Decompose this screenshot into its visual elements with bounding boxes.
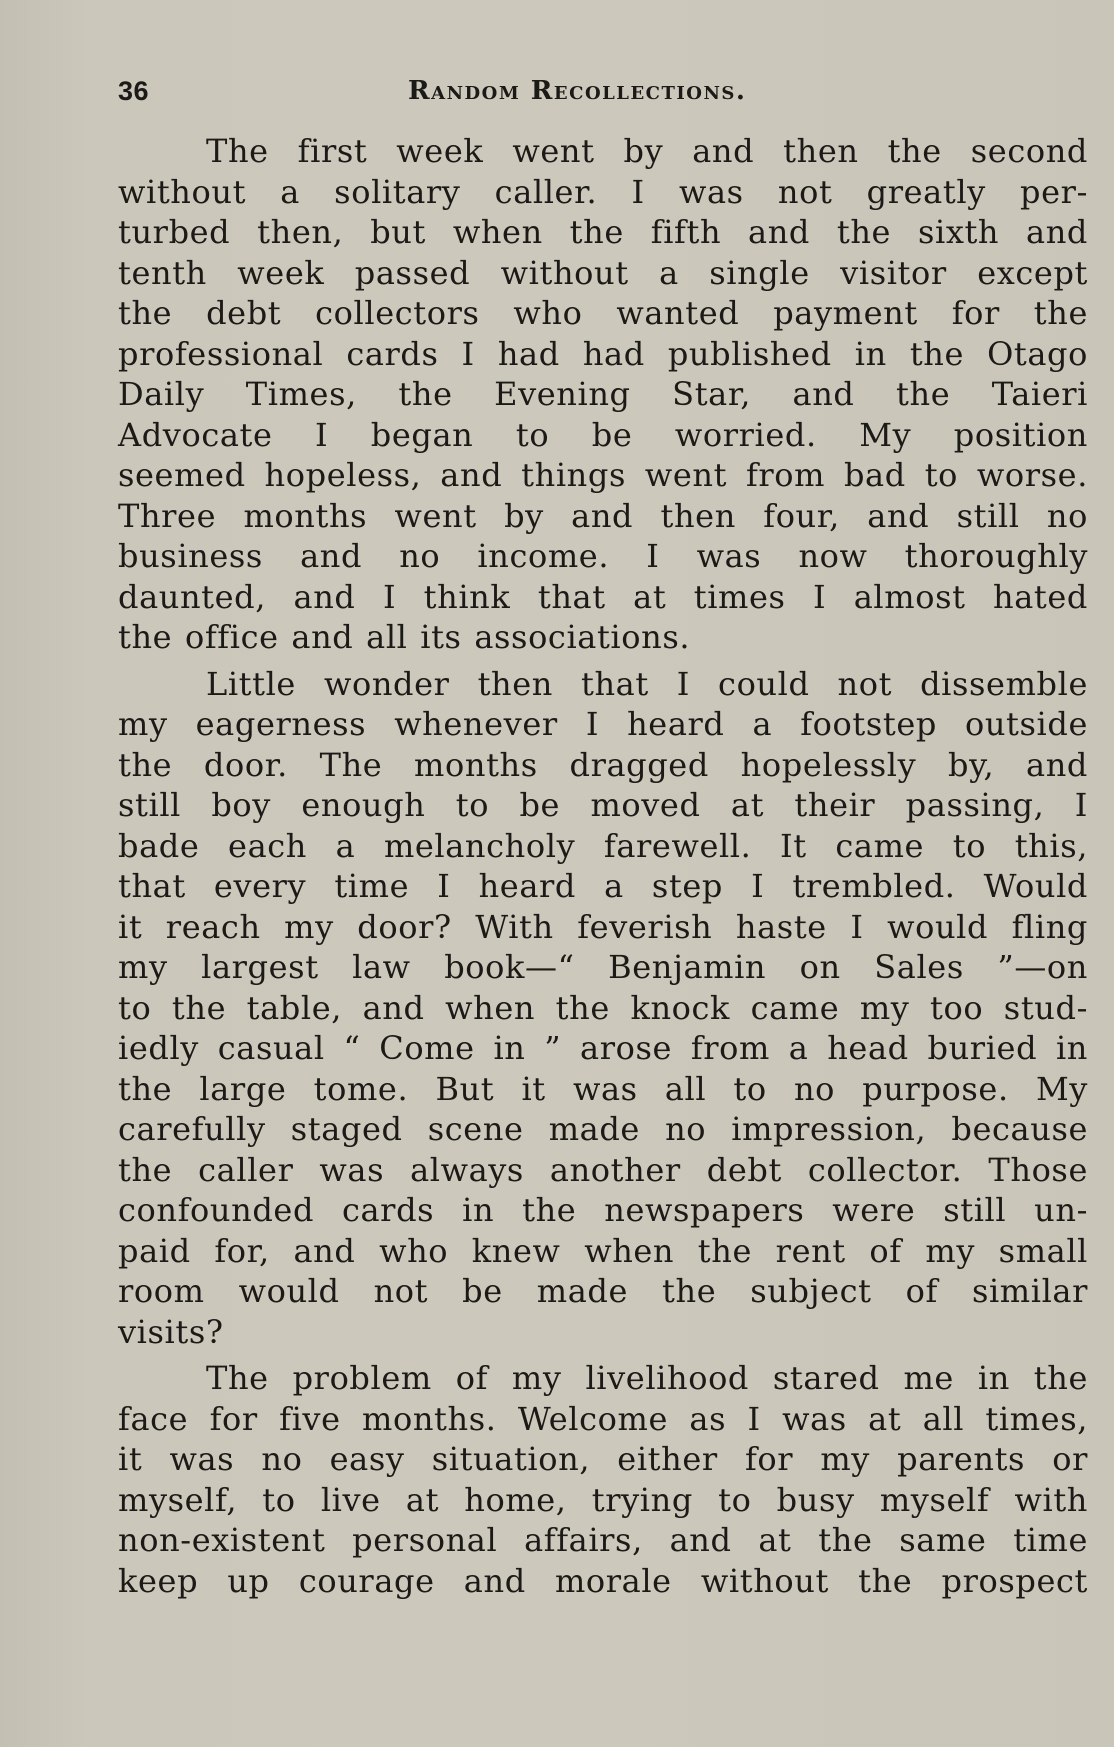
text-line: visits? bbox=[118, 1312, 224, 1351]
text-line: turbed then, but when the fifth and the sixth and bbox=[118, 213, 1088, 251]
text-line: the large tome. But it was all to no purpose. My bbox=[118, 1069, 1088, 1108]
text-line: iedly casual “ Come in ” arose from a head buried in bbox=[118, 1029, 1088, 1067]
text-line: that every time I heard a step I trembled. Would bbox=[118, 867, 1088, 905]
text-line: professional cards I had had published in the Otago bbox=[118, 334, 1088, 373]
text-line: face for five months. Welcome as I was at all times, bbox=[118, 1399, 1088, 1438]
text-line: my eagerness whenever I heard a footstep outside bbox=[118, 705, 1088, 743]
text-line: daunted, and I think that at times I almost hated bbox=[118, 577, 1088, 616]
page-number: 36 bbox=[118, 76, 150, 106]
text-line: it reach my door? With feverish haste I would fling bbox=[118, 907, 1088, 946]
paragraph-1 bbox=[118, 131, 1088, 658]
text-line: carefully staged scene made no impression, because bbox=[118, 1110, 1088, 1148]
text-line: without a solitary caller. I was not greatly per- bbox=[118, 172, 1088, 211]
text-line: myself, to live at home, trying to busy myself with bbox=[118, 1480, 1088, 1519]
text-line: Little wonder then that I could not dissemble bbox=[206, 664, 1088, 703]
text-line: to the table, and when the knock came my too stud- bbox=[118, 988, 1088, 1027]
running-title: Random Recollections. bbox=[408, 76, 747, 106]
text-line: paid for, and who knew when the rent of my small bbox=[118, 1231, 1088, 1270]
text-line: it was no easy situation, either for my parents or bbox=[118, 1440, 1088, 1478]
text-line: my largest law book—“ Benjamin on Sales ”—on bbox=[118, 948, 1088, 986]
text-line: the debt collectors who wanted payment for the bbox=[118, 294, 1088, 332]
paragraph-3 bbox=[118, 1358, 1088, 1601]
text-line: Daily Times, the Evening Star, and the Taieri bbox=[118, 375, 1088, 413]
paragraph-2 bbox=[118, 664, 1088, 1353]
text-line: The first week went by and then the second bbox=[206, 132, 1088, 170]
text-line: Advocate I began to be worried. My position bbox=[118, 415, 1088, 454]
text-line: still boy enough to be moved at their passing, I bbox=[118, 786, 1088, 824]
text-line: the door. The months dragged hopelessly by, and bbox=[118, 745, 1088, 784]
text-line: business and no income. I was now thoroughly bbox=[118, 537, 1088, 575]
text-line: the office and all its associations. bbox=[118, 618, 691, 656]
text-line: The problem of my livelihood stared me in the bbox=[206, 1359, 1088, 1397]
text-line: keep up courage and morale without the prospect bbox=[118, 1561, 1088, 1600]
body-text bbox=[118, 131, 1088, 1601]
text-line: the caller was always another debt collector. Those bbox=[118, 1150, 1088, 1189]
running-head bbox=[118, 76, 1088, 116]
text-line: tenth week passed without a single visitor except bbox=[118, 253, 1088, 292]
text-line: bade each a melancholy farewell. It came to this, bbox=[118, 826, 1088, 865]
text-line: room would not be made the subject of similar bbox=[118, 1272, 1088, 1310]
text-line: confounded cards in the newspapers were still un- bbox=[118, 1191, 1088, 1229]
text-line: seemed hopeless, and things went from bad to worse. bbox=[118, 456, 1088, 494]
text-line: non-existent personal affairs, and at the same time bbox=[118, 1521, 1088, 1559]
text-line: Three months went by and then four, and still no bbox=[118, 496, 1088, 535]
